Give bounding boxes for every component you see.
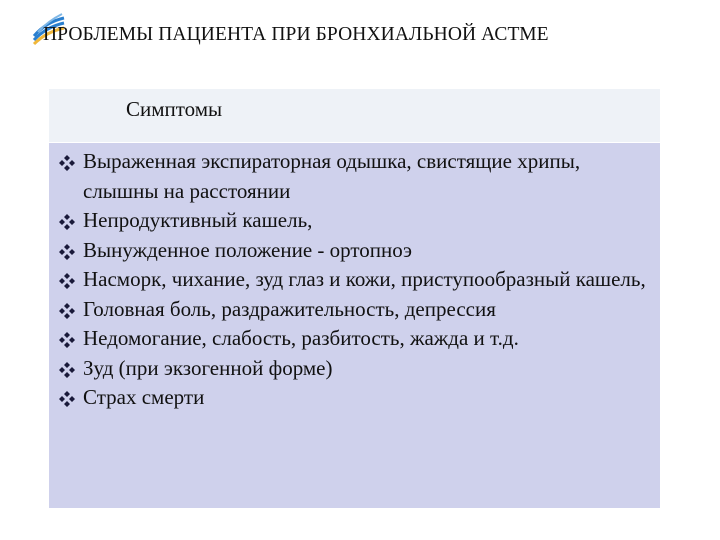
bullet-icon (59, 244, 75, 260)
bullet-icon (59, 273, 75, 289)
table-body (49, 143, 660, 508)
list-item (57, 295, 660, 325)
list-item-text: Головная боль, раздражительность, депрессия (83, 296, 496, 321)
list-item-text: Недомогание, слабость, разбитость, жажда и т.д. (83, 326, 519, 350)
bullet-icon (59, 391, 75, 407)
list-item-text: Зуд (при экзогенной форме) (83, 355, 333, 380)
list-item (57, 265, 660, 295)
page-title: ПРОБЛЕМЫ ПАЦИЕНТА ПРИ БРОНХИАЛЬНОЙ АСТМЕ (43, 24, 549, 45)
list-item (57, 383, 660, 413)
bullet-icon (59, 214, 75, 230)
list-item (57, 236, 660, 266)
list-item-text: Выраженная экспираторная одышка, свистящие хрипы, слышны на расстоянии (83, 149, 581, 203)
table-header (49, 89, 660, 142)
list-item (57, 147, 660, 206)
symptom-list (49, 143, 660, 413)
symptoms-table (49, 89, 660, 507)
list-item (57, 206, 660, 236)
bullet-icon (59, 332, 75, 348)
list-item-text: Непродуктивный кашель, (83, 208, 313, 232)
bullet-icon (59, 362, 75, 378)
list-item (57, 354, 660, 384)
bullet-icon (59, 155, 75, 171)
list-item-text: Насморк, чихание, зуд глаз и кожи, приступообразный кашель, (83, 267, 646, 291)
list-item-text: Вынужденное положение - ортопноэ (83, 237, 413, 262)
list-item (57, 324, 660, 354)
table-header-label: Симптомы (126, 97, 223, 121)
list-item-text: Страх смерти (83, 385, 205, 409)
bullet-icon (59, 303, 75, 319)
